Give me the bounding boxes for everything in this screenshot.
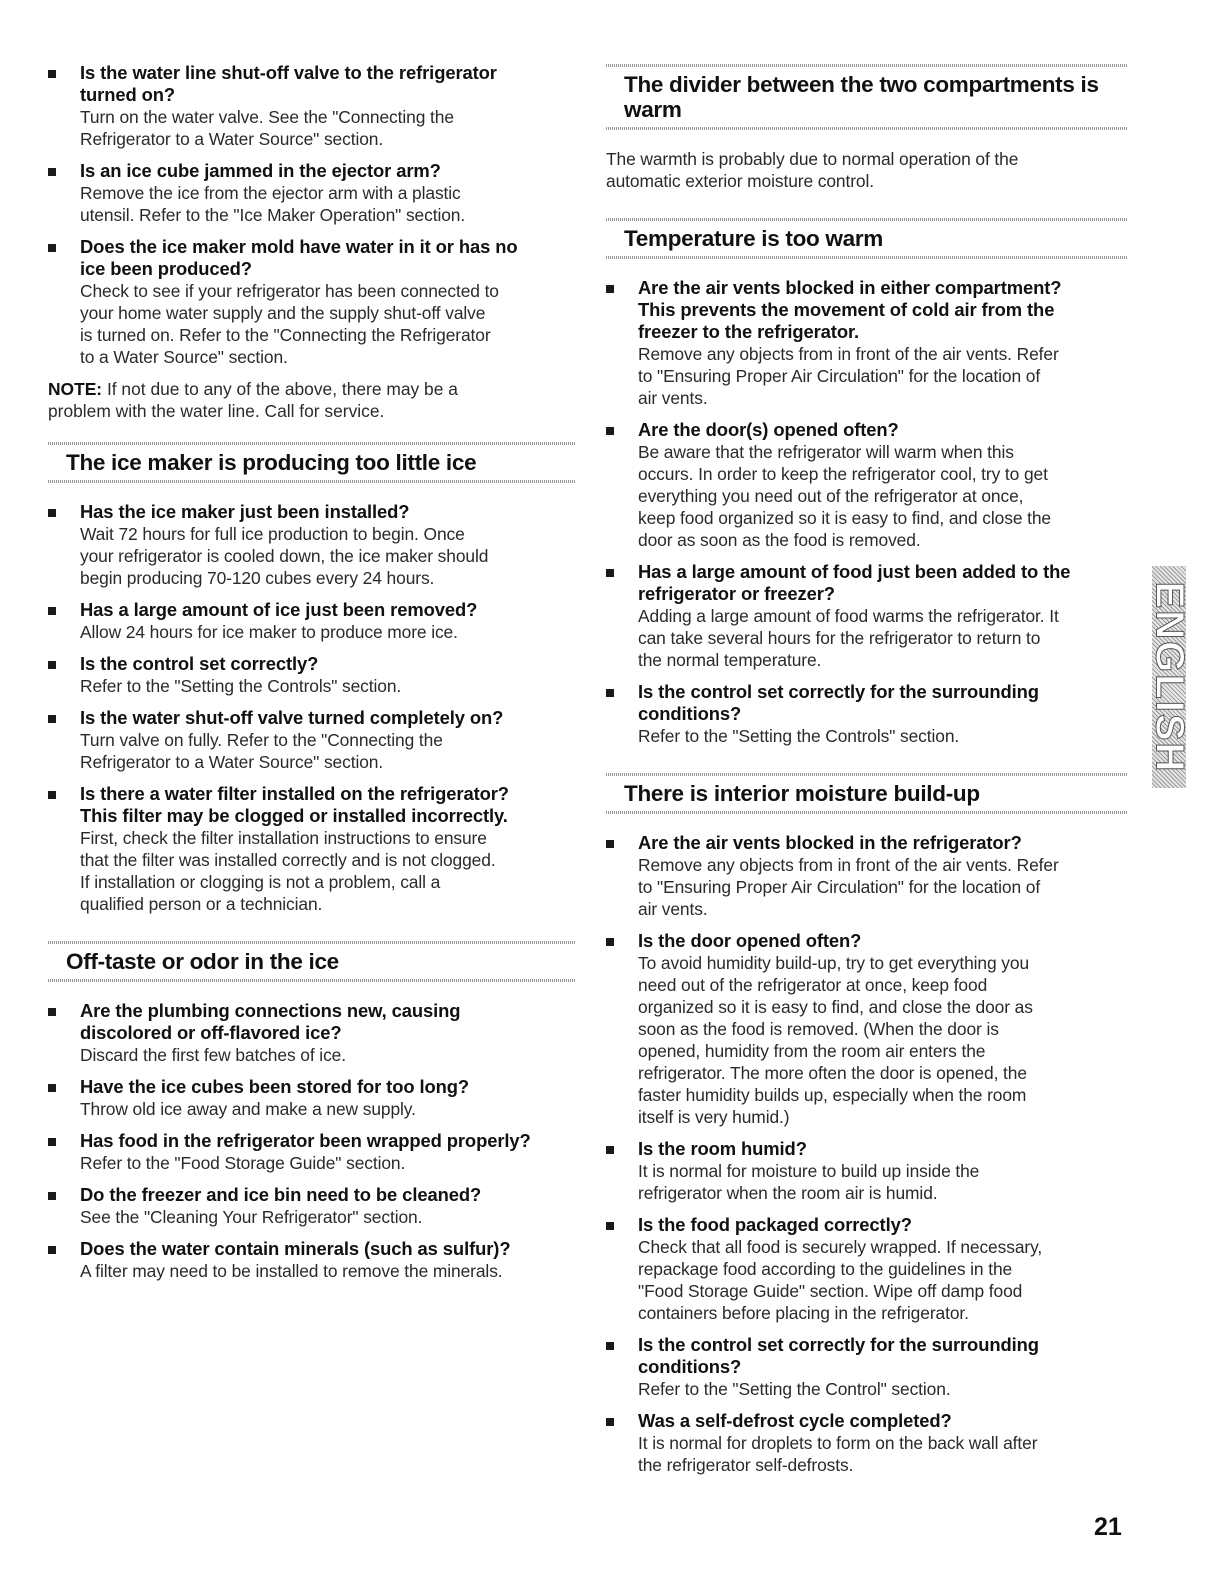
left-column	[48, 62, 576, 1292]
answer-text: It is normal for moisture to build up inside the refrigerator when the room air is humid.	[638, 1161, 980, 1203]
question-heading: Are the air vents blocked in either compartment? This prevents the movement of cold air from the freezer to the refrigerator.	[638, 277, 1062, 342]
note-paragraph	[48, 378, 576, 422]
question-heading: Has a large amount of food just been added to the refrigerator or freezer?	[638, 561, 1071, 604]
question-heading: Is the control set correctly for the surrounding conditions?	[638, 1334, 1039, 1377]
question-heading: Is the water shut-off valve turned completely on?	[80, 707, 504, 728]
answer-text: Be aware that the refrigerator will warm when this occurs. In order to keep the refrigerator cool, try to get everything you need out of the refrigerator at once, keep food organized so it is easy to find, and close the door as soon as the food is removed.	[638, 442, 1052, 550]
list-item	[48, 501, 576, 589]
section-paragraph: The warmth is probably due to normal operation of the automatic exterior moisture control.	[606, 149, 1019, 191]
language-tab-label: ENGLISH	[1147, 581, 1192, 773]
page-number: 21	[1094, 1513, 1122, 1541]
section-rule-top	[48, 442, 576, 445]
answer-text: Turn on the water valve. See the "Connecting the Refrigerator to a Water Source" section.	[80, 107, 454, 149]
section-title: The ice maker is producing too little ice	[66, 450, 477, 475]
section-rule-bottom	[606, 127, 1128, 130]
list-item	[606, 419, 1128, 551]
bullet-icon	[48, 715, 56, 723]
bullet-icon	[606, 285, 614, 293]
answer-text: Remove any objects from in front of the air vents. Refer to "Ensuring Proper Air Circulation" for the location of air vents.	[638, 344, 1059, 408]
list-item	[606, 832, 1128, 920]
troubleshooting-section	[48, 941, 576, 1282]
list-item	[606, 1138, 1128, 1204]
list-item	[606, 1214, 1128, 1324]
language-side-tab	[1147, 566, 1192, 788]
answer-text: Adding a large amount of food warms the refrigerator. It can take several hours for the refrigerator to return to the normal temperature.	[638, 606, 1059, 670]
question-heading: Have the ice cubes been stored for too long?	[80, 1076, 470, 1097]
list-item	[48, 599, 576, 643]
list-item	[48, 1184, 576, 1228]
section-header	[48, 442, 576, 483]
list-item	[48, 783, 576, 915]
list-item	[48, 62, 576, 150]
bullet-icon	[48, 244, 56, 252]
question-heading: Has a large amount of ice just been removed?	[80, 599, 478, 620]
answer-text: To avoid humidity build-up, try to get everything you need out of the refrigerator at once, keep food organized so it is easy to find, and close the door as soon as the food is removed. (When the door is opened, humidity from the room air enters the refrigerator. The more often the door is opened, the faster humidity builds up, especially when the room itself is very humid.)	[638, 953, 1033, 1127]
bullet-icon	[48, 607, 56, 615]
bullet-icon	[606, 1222, 614, 1230]
question-heading: Has the ice maker just been installed?	[80, 501, 410, 522]
answer-text: First, check the filter installation instructions to ensure that the filter was installed correctly and is not clogged. If installation or clogging is not a problem, call a qualified person or a technician.	[80, 828, 496, 914]
list-item	[48, 653, 576, 697]
answer-text: Discard the first few batches of ice.	[80, 1045, 346, 1065]
troubleshooting-section	[48, 442, 576, 915]
bullet-icon	[606, 1342, 614, 1350]
question-heading: Does the water contain minerals (such as sulfur)?	[80, 1238, 511, 1259]
question-heading: Is the water line shut-off valve to the refrigerator turned on?	[80, 62, 497, 105]
note-label: NOTE:	[48, 379, 103, 399]
list-item	[606, 1410, 1128, 1476]
question-heading: Is an ice cube jammed in the ejector arm?	[80, 160, 441, 181]
list-item	[48, 160, 576, 226]
answer-text: See the "Cleaning Your Refrigerator" section.	[80, 1207, 423, 1227]
question-heading: Was a self-defrost cycle completed?	[638, 1410, 952, 1431]
answer-text: It is normal for droplets to form on the back wall after the refrigerator self-defrosts.	[638, 1433, 1038, 1475]
list-item	[606, 681, 1128, 747]
list-item	[606, 561, 1128, 671]
section-title: Off-taste or odor in the ice	[66, 949, 339, 974]
left-sections	[48, 442, 576, 1282]
question-heading: Do the freezer and ice bin need to be cleaned?	[80, 1184, 482, 1205]
troubleshooting-section	[606, 218, 1128, 747]
bullet-icon	[48, 1138, 56, 1146]
list-item	[606, 277, 1128, 409]
bullet-icon	[606, 840, 614, 848]
list-item	[48, 707, 576, 773]
intro-list	[48, 62, 576, 368]
list-item	[48, 1076, 576, 1120]
answer-text: Allow 24 hours for ice maker to produce more ice.	[80, 622, 458, 642]
question-heading: Is the food packaged correctly?	[638, 1214, 912, 1235]
answer-text: Turn valve on fully. Refer to the "Connecting the Refrigerator to a Water Source" section.	[80, 730, 443, 772]
section-header	[606, 773, 1128, 814]
section-rule-top	[606, 218, 1128, 221]
question-heading: Is the control set correctly?	[80, 653, 319, 674]
troubleshooting-section	[606, 64, 1128, 192]
answer-text: Refer to the "Setting the Controls" section.	[638, 726, 960, 746]
question-heading: Does the ice maker mold have water in it or has no ice been produced?	[80, 236, 518, 279]
bullet-icon	[48, 509, 56, 517]
section-header	[606, 218, 1128, 259]
section-rule-top	[48, 941, 576, 944]
question-heading: Is there a water filter installed on the refrigerator? This filter may be clogged or installed incorrectly.	[80, 783, 509, 826]
bullet-icon	[606, 1418, 614, 1426]
section-rule-top	[606, 64, 1128, 67]
answer-text: Refer to the "Food Storage Guide" section.	[80, 1153, 406, 1173]
bullet-icon	[48, 1008, 56, 1016]
bullet-icon	[606, 938, 614, 946]
question-heading: Is the control set correctly for the surrounding conditions?	[638, 681, 1039, 724]
answer-text: Remove any objects from in front of the air vents. Refer to "Ensuring Proper Air Circulation" for the location of air vents.	[638, 855, 1059, 919]
bullet-icon	[48, 1192, 56, 1200]
note-text: If not due to any of the above, there may be a problem with the water line. Call for service.	[48, 379, 458, 421]
section-rule-bottom	[606, 256, 1128, 259]
list-item	[606, 1334, 1128, 1400]
bullet-icon	[606, 569, 614, 577]
answer-text: Check that all food is securely wrapped. If necessary, repackage food according to the guidelines in the "Food Storage Guide" section. Wipe off damp food containers before placing in the refrigerator.	[638, 1237, 1043, 1323]
question-heading: Are the door(s) opened often?	[638, 419, 899, 440]
bullet-icon	[48, 1084, 56, 1092]
right-column	[606, 64, 1128, 1486]
bullet-icon	[606, 1146, 614, 1154]
question-heading: Are the plumbing connections new, causing discolored or off-flavored ice?	[80, 1000, 461, 1043]
answer-text: Refer to the "Setting the Control" section.	[638, 1379, 951, 1399]
list-item	[48, 1238, 576, 1282]
bullet-icon	[48, 70, 56, 78]
right-sections	[606, 64, 1128, 1476]
list-item	[48, 1130, 576, 1174]
question-heading: Is the room humid?	[638, 1138, 807, 1159]
bullet-icon	[48, 168, 56, 176]
list-item	[48, 1000, 576, 1066]
section-title: The divider between the two compartments is warm	[624, 72, 1099, 122]
list-item	[606, 930, 1128, 1128]
bullet-icon	[606, 689, 614, 697]
section-rule-bottom	[48, 480, 576, 483]
list-item	[48, 236, 576, 368]
section-header	[606, 64, 1128, 130]
bullet-icon	[48, 791, 56, 799]
section-rule-bottom	[48, 979, 576, 982]
section-title: Temperature is too warm	[624, 226, 884, 251]
bullet-icon	[48, 661, 56, 669]
question-heading: Has food in the refrigerator been wrapped properly?	[80, 1130, 531, 1151]
bullet-icon	[606, 427, 614, 435]
answer-text: Check to see if your refrigerator has been connected to your home water supply and the supply shut-off valve is turned on. Refer to the "Connecting the Refrigerator to a Water Source" section.	[80, 281, 499, 367]
section-title: There is interior moisture build-up	[624, 781, 980, 806]
answer-text: Wait 72 hours for full ice production to begin. Once your refrigerator is cooled down, the ice maker should begin producing 70-120 cubes every 24 hours.	[80, 524, 489, 588]
answer-text: A filter may need to be installed to remove the minerals.	[80, 1261, 503, 1281]
bullet-icon	[48, 1246, 56, 1254]
troubleshooting-section	[606, 773, 1128, 1476]
section-rule-bottom	[606, 811, 1128, 814]
question-heading: Is the door opened often?	[638, 930, 862, 951]
section-rule-top	[606, 773, 1128, 776]
answer-text: Refer to the "Setting the Controls" section.	[80, 676, 402, 696]
answer-text: Remove the ice from the ejector arm with a plastic utensil. Refer to the "Ice Maker Operation" section.	[80, 183, 466, 225]
answer-text: Throw old ice away and make a new supply.	[80, 1099, 416, 1119]
section-header	[48, 941, 576, 982]
question-heading: Are the air vents blocked in the refrigerator?	[638, 832, 1022, 853]
